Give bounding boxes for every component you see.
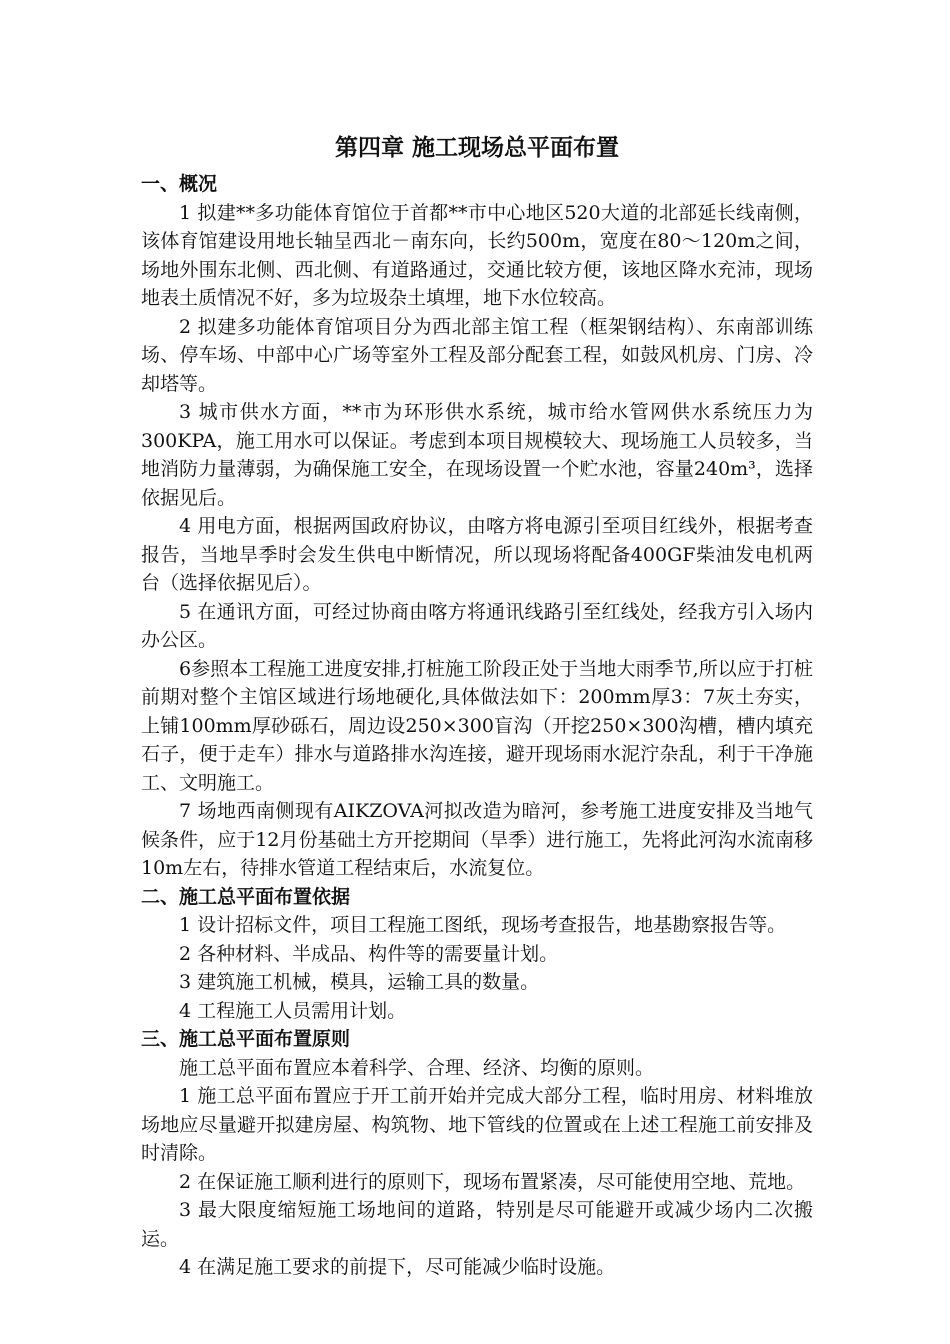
paragraph: 3 城市供水方面，**市为环形供水系统，城市给水管网供水系统压力为300KPA，施工用水可以保证。考虑到本项目规模较大、现场施工人员较多，当地消防力量薄弱，为确保施工安全，在现场设置一个贮水池，容量240m³，选择依据见后。 xyxy=(141,401,813,509)
section-heading-overview: 一、概况 xyxy=(141,173,218,195)
paragraph: 1 施工总平面布置应于开工前开始并完成大部分工程，临时用房、材料堆放场地应尽量避开拟建房屋、构筑物、地下管线的位置或在上述工程施工前安排及时清除。 xyxy=(141,1085,813,1164)
paragraph: 3 最大限度缩短施工场地间的道路，特别是尽可能避开或减少场内二次搬运。 xyxy=(141,1199,813,1250)
paragraph: 7 场地西南侧现有AIKZOVA河拟改造为暗河，参考施工进度安排及当地气候条件，应于12月份基础土方开挖期间（旱季）进行施工，先将此河沟水流南移10m左右，待排水管道工程结束后，水流复位。 xyxy=(141,800,813,879)
paragraph: 施工总平面布置应本着科学、合理、经济、均衡的原则。 xyxy=(179,1056,655,1079)
document-page xyxy=(141,130,813,1282)
paragraph: 1 拟建**多功能体育馆位于首都**市中心地区520大道的北部延长线南侧，该体育馆建设用地长轴呈西北－南东向，长约500m，宽度在80～120m之间，场地外围东北侧、西北侧、有道路通过，交通比较方便，该地区降水充沛，现场地表土质情况不好，多为垃圾杂土填埋，地下水位较高。 xyxy=(141,201,813,309)
paragraph: 3 建筑施工机械，模具，运输工具的数量。 xyxy=(179,971,540,993)
paragraph: 5 在通讯方面，可经过协商由喀方将通讯线路引至红线处，经我方引入场内办公区。 xyxy=(141,600,813,651)
chapter-title: 第四章 施工现场总平面布置 xyxy=(334,135,619,161)
paragraph: 2 在保证施工顺利进行的原则下，现场布置紧凑，尽可能使用空地、荒地。 xyxy=(179,1170,806,1193)
section-heading-principles: 三、施工总平面布置原则 xyxy=(141,1028,351,1050)
paragraph: 4 在满足施工要求的前提下，尽可能减少临时设施。 xyxy=(179,1256,616,1278)
paragraph: 1 设计招标文件，项目工程施工图纸，现场考查报告，地基勘察报告等。 xyxy=(179,914,787,936)
paragraph: 2 各种材料、半成品、构件等的需要量计划。 xyxy=(179,942,559,965)
section-heading-basis: 二、施工总平面布置依据 xyxy=(141,885,351,908)
paragraph: 4 工程施工人员需用计划。 xyxy=(179,999,407,1022)
paragraph: 6参照本工程施工进度安排,打桩施工阶段正处于当地大雨季节,所以应于打桩前期对整个主馆区域进行场地硬化,具体做法如下：200mm厚3：7灰土夯实，上铺100mm厚砂砾石，周边设250×300盲沟（开挖250×300沟槽，槽内填充石子，便于走车）排水与道路排水沟连接，避开现场雨水泥泞杂乱，利于干净施工、文明施工。 xyxy=(141,657,813,794)
paragraph: 2 拟建多功能体育馆项目分为西北部主馆工程（框架钢结构）、东南部训练场、停车场、中部中心广场等室外工程及部分配套工程，如鼓风机房、门房、冷却塔等。 xyxy=(141,315,813,395)
paragraph: 4 用电方面，根据两国政府协议，由喀方将电源引至项目红线外，根据考查报告，当地旱季时会发生供电中断情况，所以现场将配备400GF柴油发电机两台（选择依据见后）。 xyxy=(141,515,813,594)
